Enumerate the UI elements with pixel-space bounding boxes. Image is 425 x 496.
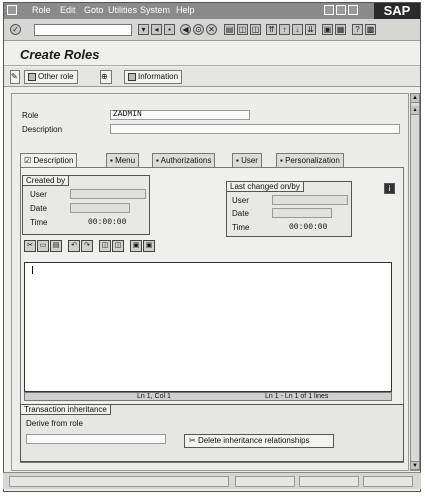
description-label: Description [22,125,63,134]
personalization-icon: ▪ [280,156,286,165]
created-time-value: 00:00:00 [88,218,127,227]
delete-inheritance-button[interactable] [184,434,334,448]
cursor-position: Ln 1, Col 1 [137,393,171,400]
tab-user-label: User [241,156,258,165]
created-time-label: Time [30,218,48,227]
other-role-label: Other role [38,72,74,81]
authorization-icon: ▪ [156,156,161,165]
find-next-text-icon[interactable]: ◫ [112,240,124,252]
tab-personalization[interactable] [276,153,344,167]
created-date-label: Date [30,204,47,213]
transaction-inheritance-group [20,404,404,462]
status-server-slot [299,476,359,487]
info-icon [128,73,136,81]
description-text-editor[interactable] [24,262,392,392]
changed-time-label: Time [232,223,250,232]
tab-user[interactable] [232,153,262,167]
back-icon[interactable]: ◀ [180,24,191,35]
changed-date-value [272,208,332,218]
next-page-icon[interactable]: ↓ [292,24,303,35]
shortcut-icon[interactable]: ▦ [336,25,345,34]
created-user-value [70,189,146,199]
delete-inheritance-label: Delete inheritance relationships [197,436,310,445]
sap-window [3,2,421,492]
layout-menu-icon[interactable]: ▩ [366,25,375,34]
where-used-icon[interactable]: ⊕ [100,70,112,84]
role-icon [28,73,36,81]
last-changed-title: Last changed on/by [226,181,304,192]
back-nav-icon[interactable]: ◂ [151,24,162,35]
changed-time-value: 00:00:00 [289,223,328,232]
tab-authorizations[interactable] [152,153,215,167]
find-icon[interactable]: ◫ [238,25,247,34]
tab-menu[interactable] [106,153,139,167]
cancel-icon[interactable]: ✕ [206,24,217,35]
editor-toolbar [24,240,184,254]
exit-icon[interactable]: ⊙ [193,24,204,35]
status-bar [3,472,421,489]
window-system-icon[interactable] [7,5,17,15]
dropdown-icon[interactable]: ▾ [138,24,149,35]
status-system-slot [235,476,295,487]
copy-icon[interactable]: ▭ [37,240,49,252]
vertical-scrollbar[interactable] [410,93,420,471]
standard-toolbar [4,19,421,41]
save-icon[interactable]: ▪ [164,24,175,35]
tab-authorizations-label: Authorizations [160,156,212,165]
find-next-icon[interactable]: ◫ [251,25,260,34]
changed-user-label: User [232,196,249,205]
delete-icon: ✂ [189,436,198,445]
user-icon: ▪ [236,156,242,165]
title-bar [4,42,421,66]
tab-description-label: Description [33,156,74,165]
document-check-icon: ☑ [24,156,34,165]
menu-goto[interactable]: Goto [84,5,104,15]
scroll-up-page-icon[interactable]: ▴ [411,106,419,115]
save-file-icon[interactable]: ▣ [143,240,155,252]
redo-icon[interactable]: ↷ [81,240,93,252]
line-count: Ln 1 - Ln 1 of 1 lines [265,393,329,400]
prev-page-icon[interactable]: ↑ [279,24,290,35]
changed-date-label: Date [232,209,249,218]
created-user-label: User [30,190,47,199]
menu-system[interactable]: System [140,5,171,15]
menu-utilities[interactable]: Utilities [108,5,138,15]
close-window-icon[interactable] [348,5,358,15]
paste-icon[interactable]: ▤ [50,240,62,252]
tab-personalization-label: Personalization [285,156,340,165]
changed-user-value [272,195,348,205]
status-mode-slot [363,476,413,487]
information-label: Information [138,72,179,81]
menu-role[interactable]: Role [32,5,51,15]
created-by-title: Created by [22,175,69,186]
role-input[interactable]: ZADMIN [110,110,250,120]
derive-from-role-input[interactable] [26,434,166,444]
tab-description[interactable] [20,153,77,168]
maximize-icon[interactable] [336,5,346,15]
menu-icon: ▪ [110,156,116,165]
command-field[interactable] [34,24,132,36]
tab-menu-label: Menu [115,156,136,165]
scroll-down-icon[interactable]: ▼ [412,463,418,469]
other-role-button[interactable] [24,70,78,84]
help-icon[interactable]: ? [352,24,363,35]
application-toolbar [4,67,421,87]
new-session-icon[interactable]: ▣ [323,25,332,34]
enter-icon[interactable]: ✓ [10,24,21,35]
text-cursor [32,266,33,274]
undo-icon[interactable]: ↶ [68,240,80,252]
last-page-icon[interactable]: ⇊ [305,24,316,35]
tab-strip [20,153,416,167]
role-label: Role [22,111,39,120]
load-file-icon[interactable]: ▣ [130,240,142,252]
derive-from-role-label: Derive from role [26,419,83,428]
info-icon[interactable]: i [384,183,395,194]
cut-icon[interactable]: ✂ [24,240,36,252]
find-text-icon[interactable]: ◫ [99,240,111,252]
page-title: Create Roles [20,47,100,62]
print-icon[interactable]: ▤ [225,25,234,34]
menu-help[interactable]: Help [176,5,195,15]
information-button[interactable] [124,70,182,84]
sap-logo: SAP [374,3,420,19]
transaction-inheritance-title: Transaction inheritance [20,404,111,415]
created-date-value [70,203,130,213]
status-message-slot [9,476,229,487]
scroll-up-icon[interactable]: ▲ [412,95,418,101]
minimize-icon[interactable] [324,5,334,15]
menu-bar [4,3,421,19]
menu-edit[interactable]: Edit [60,5,76,15]
display-change-icon[interactable]: ✎ [10,70,20,84]
editor-status-bar [24,392,392,401]
first-page-icon[interactable]: ⇈ [266,24,277,35]
description-input[interactable] [110,124,400,134]
